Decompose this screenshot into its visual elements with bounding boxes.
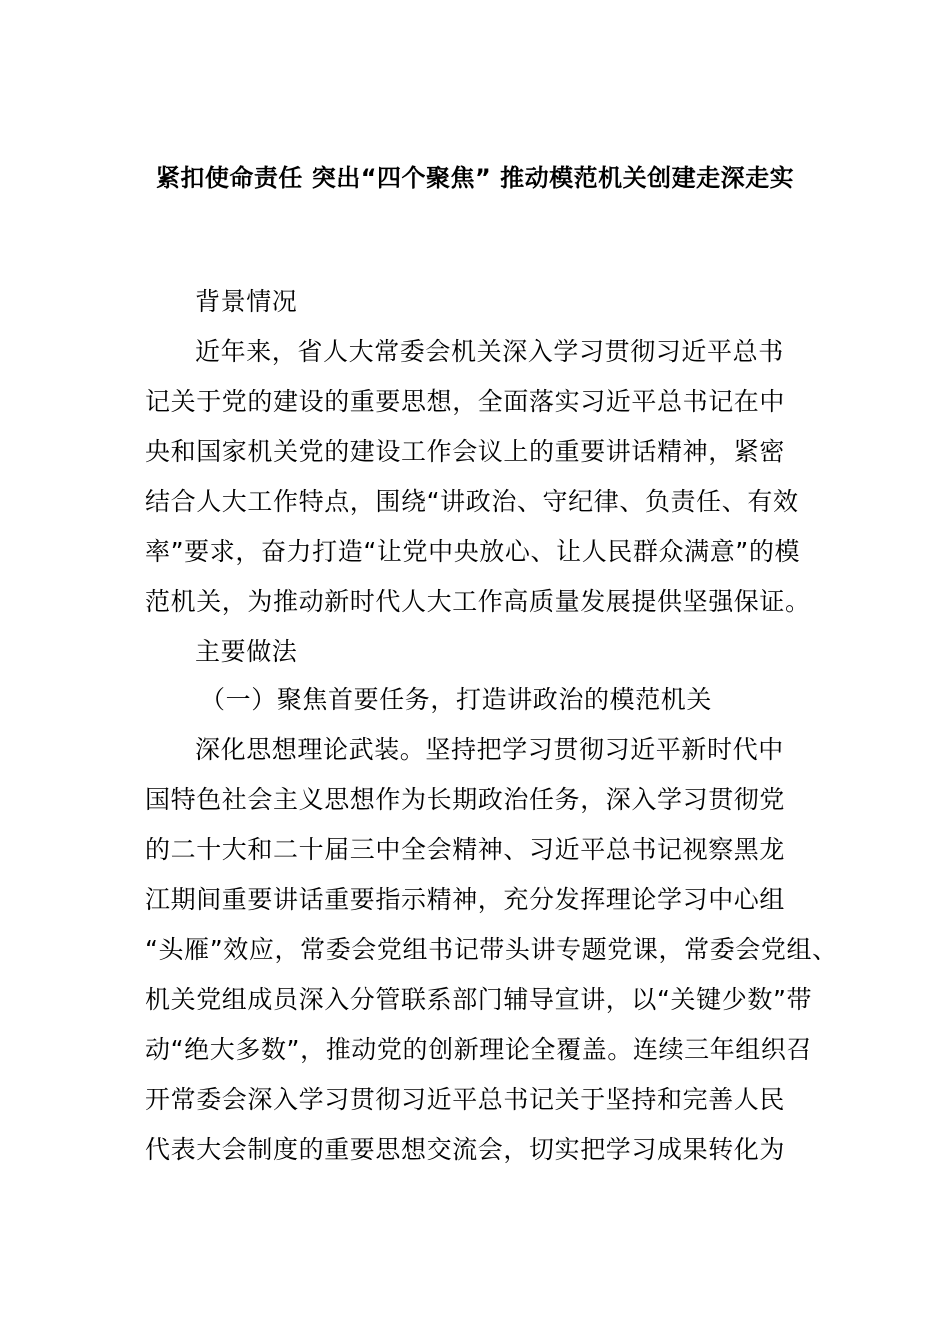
paragraph-line: 结合人大工作特点，围绕“讲政治、守纪律、负责任、有效 [145,487,799,516]
paragraph-line: 近年来，省人大常委会机关深入学习贯彻习近平总书 [195,337,784,366]
paragraph-line: 率”要求，奋力打造“让党中央放心、让人民群众满意”的模 [145,537,801,566]
document-title: 紧扣使命责任 突出“四个聚焦” 推动模范机关创建走深走实 [155,164,795,192]
paragraph-line: 央和国家机关党的建设工作会议上的重要讲话精神，紧密 [145,437,786,466]
paragraph-line: 国特色社会主义思想作为长期政治任务，深入学习贯彻党 [145,785,786,814]
subheading-1: （一）聚焦首要任务，打造讲政治的模范机关 [200,685,713,714]
paragraph-line: 的二十大和二十届三中全会精神、习近平总书记视察黑龙 [145,835,786,864]
section-heading-practice: 主要做法 [195,637,298,666]
paragraph-line: 动“绝大多数”，推动党的创新理论全覆盖。连续三年组织召 [145,1035,813,1064]
paragraph-line: 记关于党的建设的重要思想，全面落实习近平总书记在中 [145,387,786,416]
paragraph-line: 开常委会深入学习贯彻习近平总书记关于坚持和完善人民 [145,1085,786,1114]
paragraph-line: 范机关，为推动新时代人大工作高质量发展提供坚强保证。 [145,587,811,616]
section-heading-background: 背景情况 [195,287,298,316]
paragraph-line: 机关党组成员深入分管联系部门辅导宣讲，以“关键少数”带 [145,985,813,1014]
paragraph-line: “头雁”效应，常委会党组书记带头讲专题党课，常委会党组、 [145,935,838,964]
paragraph-line: 代表大会制度的重要思想交流会，切实把学习成果转化为 [145,1135,786,1164]
paragraph-line: 深化思想理论武装。坚持把学习贯彻习近平新时代中 [195,735,784,764]
paragraph-line: 江期间重要讲话重要指示精神，充分发挥理论学习中心组 [145,885,786,914]
